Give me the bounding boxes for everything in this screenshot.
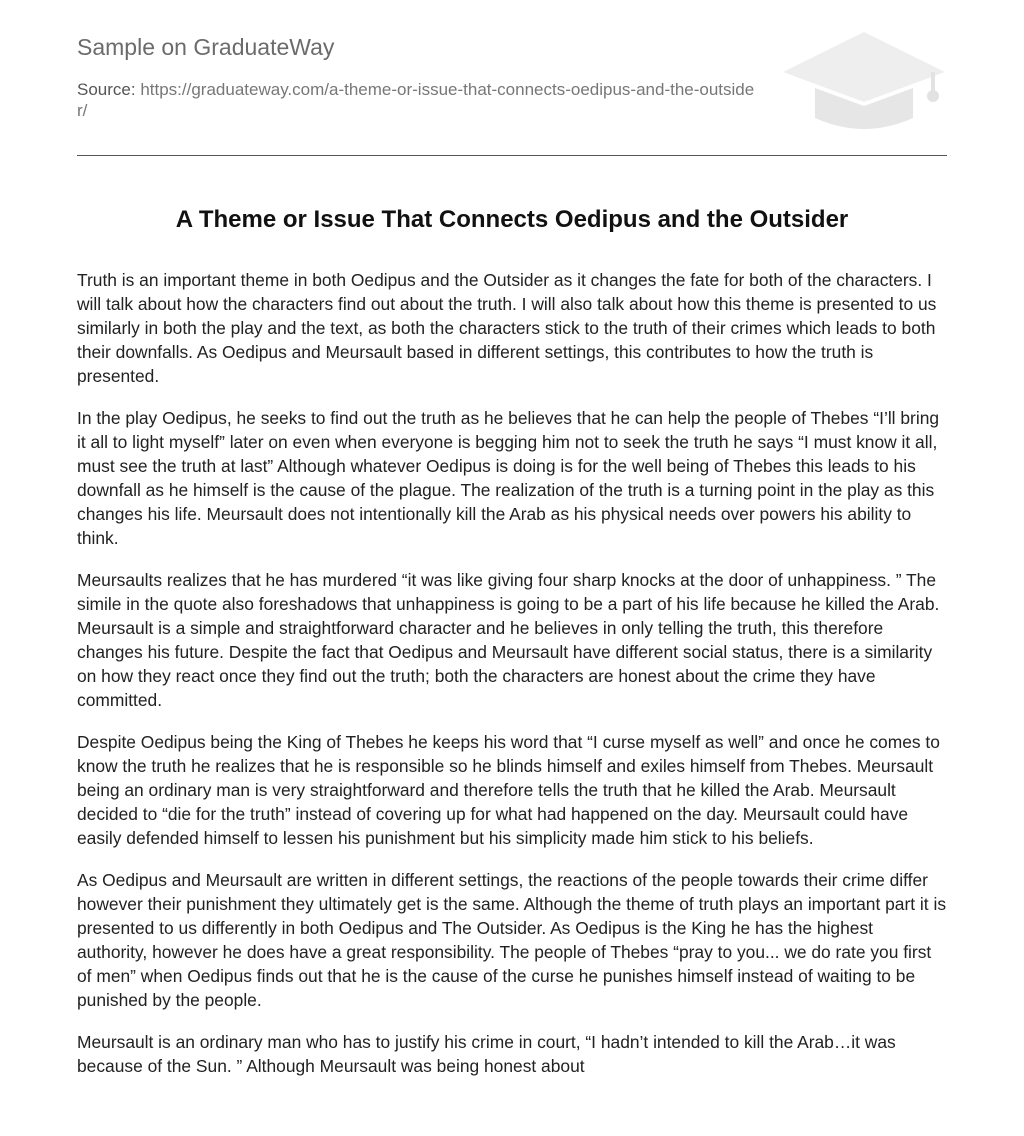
paragraph: Despite Oedipus being the King of Thebes he keeps his word that “I curse myself as well” and once he comes to know the truth he realizes that he is responsible so he blinds himself and exiles himself from Thebes. Meursault being an ordinary man is very straightforward and therefore tells the truth that he killed the Arab. Meursault decided to “die for the truth” instead of covering up for what had happened on the day. Meursault could have easily defended himself to lessen his punishment but his simplicity made him stick to his beliefs. (77, 732, 940, 848)
graduation-cap-icon (781, 30, 947, 134)
source-link[interactable]: https://graduateway.com/a-theme-or-issue-that-connects-oedipus-and-the-outsider/ (77, 80, 755, 120)
document-title: A Theme or Issue That Connects Oedipus and the Outsider (175, 206, 849, 233)
paragraph: As Oedipus and Meursault are written in different settings, the reactions of the people towards their crime differ however their punishment they ultimately get is the same. Although the theme of truth plays an important part it is presented to us differently in both Oedipus and The Outsider. As Oedipus is the King he has the highest authority, however he does have a great responsibility. The people of Thebes “pray to you... we do rate you first of men” when Oedipus finds out that he is the cause of the curse he punishes himself instead of waiting to be punished by the people. (77, 870, 947, 1010)
paragraph: In the play Oedipus, he seeks to find out the truth as he believes that he can help the people of Thebes “I’ll bring it all to light myself” later on even when everyone is begging him not to seek the truth he says “I must know it all, must see the truth at last” Although whatever Oedipus is doing is for the well being of Thebes this leads to his downfall as he himself is the cause of the plague. The realization of the truth is a turning point in the play as this changes his life. Meursault does not intentionally kill the Arab as his physical needs over powers his ability to think. (77, 408, 940, 548)
paragraph: Meursault is an ordinary man who has to justify his crime in court, “I hadn’t intended to kill the Arab…it was because of the Sun. ” Although Meursault was being honest about (77, 1032, 896, 1076)
header (77, 0, 947, 156)
header-divider (77, 155, 947, 156)
paragraph: Meursaults realizes that he has murdered “it was like giving four sharp knocks at the door of unhappiness. ” The simile in the quote also foreshadows that unhappiness is going to be a part of his life because he killed the Arab. Meursault is a simple and straightforward character and he believes in only telling the truth, this therefore changes his future. Despite the fact that Oedipus and Meursault have different social status, there is a similarity on how they react once they find out the truth; both the characters are honest about the crime they have committed. (77, 570, 940, 710)
source-line (77, 79, 757, 121)
sample-title: Sample on GraduateWay (77, 34, 335, 60)
source-label: Source: (77, 80, 136, 99)
paragraph: Truth is an important theme in both Oedipus and the Outsider as it changes the fate for both of the characters. I will talk about how the characters find out about the truth. I will also talk about how this theme is presented to us similarly in both the play and the text, as both the characters stick to the truth of their crimes which leads to both their downfalls. As Oedipus and Meursault based in different settings, this contributes to how the truth is presented. (77, 270, 937, 386)
page (77, 0, 947, 1076)
document-body (77, 268, 947, 1096)
